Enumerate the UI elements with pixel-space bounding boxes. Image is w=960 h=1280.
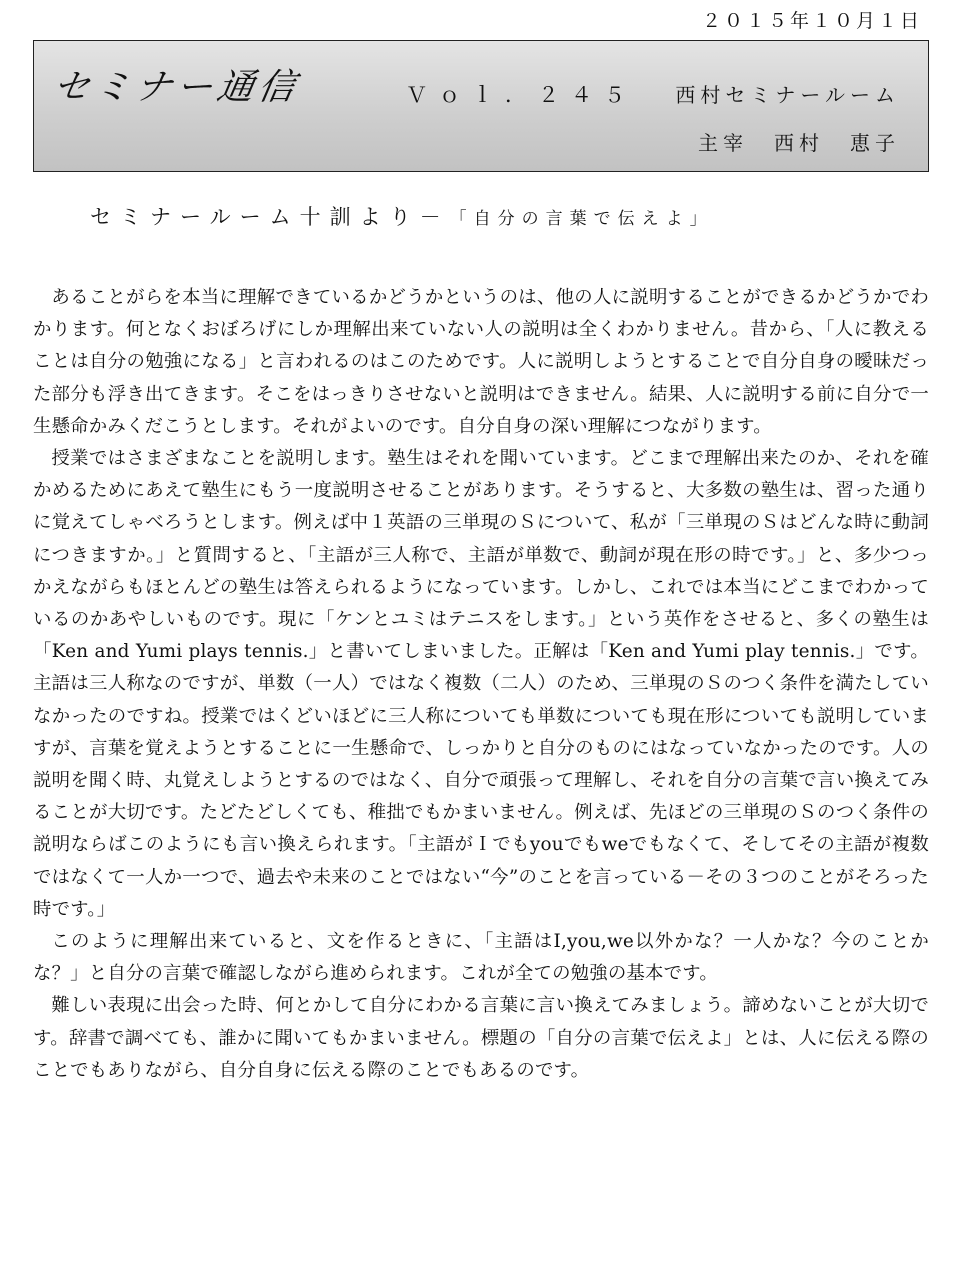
newsletter-title: セミナー通信 <box>49 67 304 108</box>
paragraph: このように理解出来ていると、文を作るときに、「主語はI,you,we以外かな？一人かな？今のことかな？」と自分の言葉で確認しながら進められます。これが全ての勉強の基本です。 <box>33 931 929 985</box>
newsletter-header <box>33 40 929 172</box>
article-heading <box>90 201 714 231</box>
organization-name: 西村セミナールーム <box>675 83 900 107</box>
paragraph: 授業ではさまざまなことを説明します。塾生はそれを聞いています。どこまで理解出来たのか、それを確かめるためにあえて塾生にもう一度説明させることがあります。そうすると、大多数の塾生は、習った通りに覚えてしゃべろうとします。例えば中１英語の三単現のＳについて、私が「三単現のＳはどんな時に動詞につきますか。」と質問すると、「主語が三人称で、主語が単数で、動詞が現在形の時です。」と、多少つっかえながらもほとんどの塾生は答えられるようになっています。しかし、これでは本当にどこまでわかっているのかあやしいものです。現に「ケンとユミはテニスをします。」という英作をさせると、多くの塾生は「Ken and Yumi plays tennis.」と書いてしまいました。正解は「Ken and Yumi play tennis.」です。主語は三人称なのですが、単数（一人）ではなく複数（二人）のため、三単現のＳのつく条件を満たしていなかったのですね。授業ではくどいほどに三人称についても単数についても現在形についても説明していますが、言葉を覚えようとすることに一生懸命で、しっかりと自分のものにはなっていなかったのです。人の説明を聞く時、丸覚えしようとするのではなく、自分で頑張って理解し、それを自分の言葉で言い換えてみることが大切です。たどたどしくても、稚拙でもかまいません。例えば、先ほどの三単現のＳのつく条件の説明ならばこのようにも言い換えられます。「主語がＩでもyouでもweでもなくて、そしてその主語が複数ではなくて一人か一つで、過去や未来のことではない“今”のことを言っている－その３つのことがそろった時です。」 <box>33 448 929 920</box>
article-heading-quote: 「自分の言葉で伝えよ」 <box>449 209 714 229</box>
host-line <box>698 127 900 156</box>
host-family-name: 西村 <box>774 131 824 155</box>
paragraph: 難しい表現に出会った時、何とかして自分にわかる言葉に言い換えてみましょう。諦めないことが大切です。辞書で調べても、誰かに聞いてもかまいません。標題の「自分の言葉で伝えよ」とは、人に伝える際のことでもありながら、自分自身に伝える際のことでもあるのです。 <box>33 995 929 1081</box>
issue-date: ２０１５年１０月１日 <box>701 10 922 32</box>
host-role: 主宰 <box>698 131 748 155</box>
host-given-name: 恵子 <box>850 131 900 155</box>
volume-number: Ｖｏｌ．２４５ <box>406 83 637 107</box>
article-heading-main: セミナールーム十訓より－ <box>90 205 450 229</box>
article-body <box>33 282 929 1087</box>
paragraph: あることがらを本当に理解できているかどうかというのは、他の人に説明することができるかどうかでわかります。何となくおぼろげにしか理解出来ていない人の説明は全くわかりません。昔から、「人に教えることは自分の勉強になる」と言われるのはこのためです。人に説明しようとすることで自分自身の曖昧だった部分も浮き出てきます。そこをはっきりさせないと説明はできません。結果、人に説明する前に自分で一生懸命かみくだこうとします。それがよいのです。自分自身の深い理解につながります。 <box>33 287 929 437</box>
